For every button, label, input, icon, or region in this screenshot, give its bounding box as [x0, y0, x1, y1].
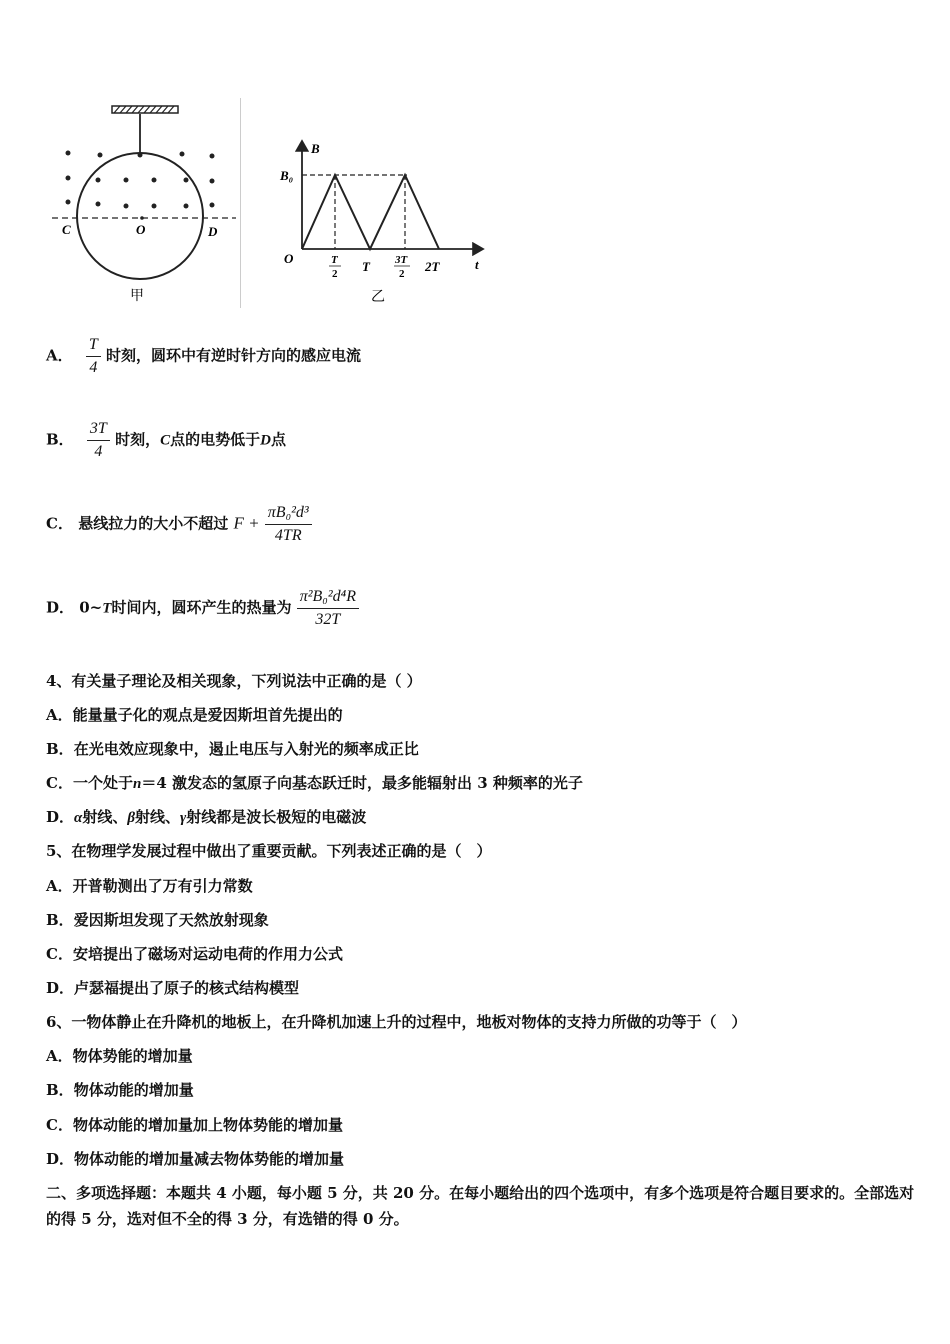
option-label: D． [46, 598, 75, 617]
option-text-pre: 时刻， [115, 430, 161, 449]
center-point [140, 216, 144, 220]
option-text: 物体势能的增加量 [72, 1047, 193, 1065]
x-axis-label: t [475, 257, 479, 272]
q6-option-b [46, 1080, 194, 1100]
option-text: 悬线拉力的大小不超过 [78, 514, 229, 533]
q5-option-d [46, 978, 299, 998]
fraction-denominator: 4 [89, 359, 98, 376]
option-text: 在光电效应现象中，遏止电压与入射光的频率成正比 [73, 740, 419, 758]
text-1: 射线、 [82, 808, 128, 826]
fraction-numerator: πB₀²d³ [265, 503, 312, 525]
q4-stem: 4、有关量子理论及相关现象，下列说法中正确的是（ ） [46, 672, 422, 690]
label-c: C [62, 222, 71, 237]
fraction [87, 419, 110, 462]
option-text: 物体动能的增加量 [73, 1081, 194, 1099]
option-label: B． [46, 430, 74, 449]
b-t-curve [302, 175, 439, 249]
option-label: C． [46, 945, 73, 963]
option-label: B． [46, 911, 74, 929]
ceiling-support [112, 106, 178, 113]
option-label: C． [46, 514, 73, 533]
metal-ring [77, 153, 203, 279]
figure-divider [240, 98, 241, 308]
option-text-post: 点 [270, 430, 286, 449]
option-label: A． [46, 1047, 73, 1065]
fraction [297, 587, 359, 630]
option-text-mid: 点的电势低于 [170, 430, 261, 449]
math-prefix: F + [233, 513, 260, 533]
point-d: D [260, 432, 271, 449]
option-text: 卢瑟福提出了原子的核式结构模型 [74, 979, 300, 997]
option-label: D． [46, 1150, 75, 1168]
svg-text:2: 2 [332, 268, 338, 280]
tick-t-half [329, 254, 341, 280]
fraction [86, 335, 101, 378]
y-axis-label: B [311, 141, 320, 156]
option-text: ＝4 激发态的氢原子向基态跃迁时，最多能辐射出 3 种频率的光子 [141, 774, 583, 792]
section-2-instructions: 二、多项选择题：本题共 4 小题，每小题 5 分，共 20 分。在每小题给出的四个选项中，有多个选项是符合题目要求的。全部选对的得 5 分，选对但不全的得 3 分，有选错的得 0 分。 [46, 1184, 915, 1228]
q5-option-c [46, 944, 343, 964]
q3-option-b [46, 419, 286, 462]
text-2: 射线、 [135, 808, 181, 826]
option-text: 爱因斯坦发现了天然放射现象 [73, 911, 269, 929]
tick-3t-half [394, 254, 410, 280]
b0-label: B₀ [280, 168, 294, 183]
tick-2t: 2T [425, 259, 440, 274]
option-text: 物体动能的增加量加上物体势能的增加量 [72, 1116, 343, 1134]
period-t: T [102, 600, 112, 617]
gamma-symbol: γ [180, 810, 187, 826]
fraction-denominator: 32T [315, 611, 341, 628]
option-label: A． [46, 346, 73, 365]
q6-option-a [46, 1046, 193, 1066]
point-c: C [160, 432, 171, 449]
q6-option-d [46, 1149, 344, 1169]
option-text: 时刻，圆环中有逆时针方向的感应电流 [106, 346, 362, 365]
option-text: 开普勒测出了万有引力常数 [72, 877, 253, 895]
svg-text:2: 2 [399, 268, 405, 280]
option-text: 物体动能的增加量减去物体势能的增加量 [74, 1150, 345, 1168]
option-label: D． [46, 808, 75, 826]
q6-stem: 6、一物体静止在升降机的地板上，在升降机加速上升的过程中，地板对物体的支持力所做的功等于（ ） [46, 1013, 747, 1031]
q5-option-a [46, 876, 253, 896]
q4-option-a [46, 705, 343, 725]
option-label: C． [46, 774, 73, 792]
q5-stem: 5、在物理学发展过程中做出了重要贡献。下列表述正确的是（ ） [46, 842, 492, 860]
q4-option-c [46, 773, 583, 794]
fraction-denominator: 4 [94, 443, 103, 460]
fraction [265, 503, 312, 546]
q3-option-c [46, 503, 312, 546]
fraction-numerator: T [86, 335, 101, 357]
q3-option-d [46, 587, 359, 630]
option-text-pre: 0~ [79, 598, 103, 617]
option-text: 安培提出了磁场对运动电荷的作用力公式 [72, 945, 343, 963]
option-label: C． [46, 1116, 73, 1134]
origin-label: O [284, 251, 294, 266]
option-text-pre: 一个处于 [72, 774, 133, 792]
q5-option-b [46, 910, 269, 930]
q6-option-c [46, 1115, 343, 1135]
option-label: D． [46, 979, 75, 997]
beta-symbol: β [127, 810, 136, 826]
option-label: B． [46, 740, 74, 758]
fraction-numerator: 3T [87, 419, 110, 441]
fraction-denominator: 4TR [274, 527, 302, 544]
option-label: B． [46, 1081, 74, 1099]
option-label: A． [46, 877, 73, 895]
svg-text:T: T [331, 254, 338, 266]
figure-jia [40, 98, 245, 308]
q4-option-b [46, 739, 419, 759]
quantum-n: n [132, 776, 142, 792]
option-label: A． [46, 706, 73, 724]
tick-t: T [362, 259, 370, 274]
label-o: O [136, 222, 146, 237]
option-text: 时间内，圆环产生的热量为 [111, 598, 292, 617]
q3-option-a [46, 335, 361, 378]
label-d: D [208, 224, 218, 239]
q4-option-d [46, 807, 366, 828]
caption-yi: 乙 [371, 289, 385, 305]
svg-text:3T: 3T [395, 254, 408, 266]
alpha-symbol: α [74, 810, 83, 826]
fraction-numerator: π²B₀²d⁴R [297, 587, 359, 609]
caption-jia: 甲 [130, 288, 144, 304]
figure-yi [275, 135, 495, 310]
text-3: 射线都是波长极短的电磁波 [186, 808, 367, 826]
option-text: 能量量子化的观点是爱因斯坦首先提出的 [72, 706, 343, 724]
